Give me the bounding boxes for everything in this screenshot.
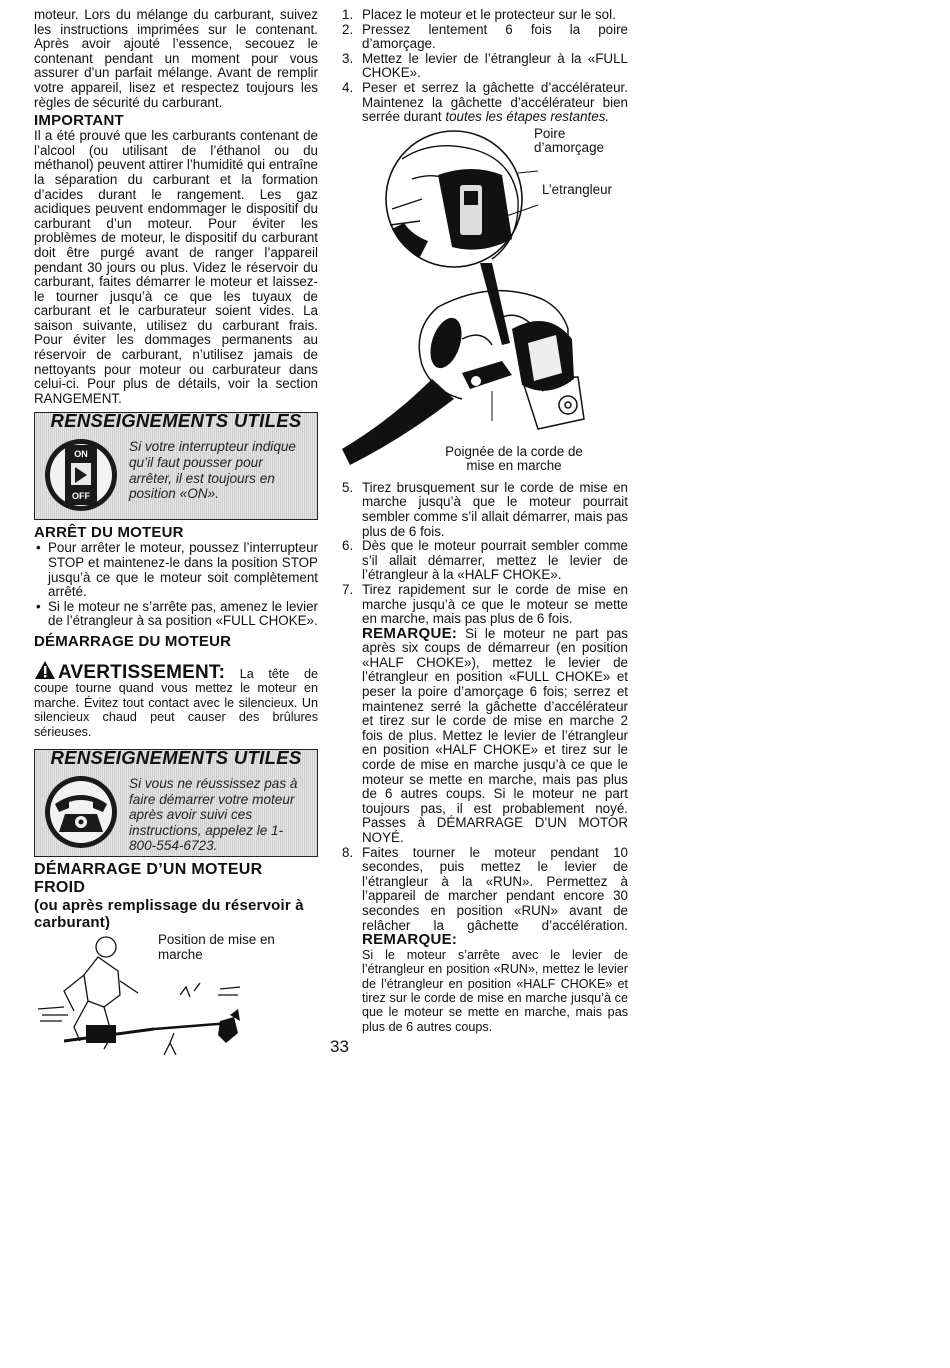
tip-box-text: Si votre interrupteur indique qu’il faut pousser pour arrêter, il est toujours en position «ON». xyxy=(129,439,296,502)
tip-box-switch xyxy=(34,412,318,520)
steps-list-a xyxy=(342,8,628,125)
tip-box-phone xyxy=(34,749,318,857)
warning-block xyxy=(34,660,318,739)
switch-on-label: ON xyxy=(74,449,88,460)
list-item xyxy=(342,81,628,125)
list-item xyxy=(342,23,628,52)
figure-caption: Position de mise en marche xyxy=(158,932,275,962)
starter-rope-label: Poignée de la corde de mise en marche xyxy=(445,443,583,474)
stop-heading: ARRÊT DU MOTEUR xyxy=(34,524,184,542)
step-number: 3. xyxy=(342,50,354,66)
step-emphasis: toutes les étapes restantes. xyxy=(445,109,610,125)
starting-position-figure xyxy=(34,931,318,1061)
page-number: 33 xyxy=(330,1037,349,1056)
tip-box-title: RENSEIGNEMENTS UTILES xyxy=(50,747,302,769)
list-item xyxy=(342,846,628,1035)
step-text: Pressez lentement 6 fois la poire d’amorçage. xyxy=(362,21,628,52)
telephone-icon xyxy=(43,774,119,850)
step-number: 8. xyxy=(342,844,354,860)
important-paragraph: Il a été prouvé que les carburants contenant de l’alcool (ou utilisant de l’éthanol ou du méthanol) peuvent attirer l’humidité qui entraîne la séparation du carburant et la formation d’acides durant le rangement. Les gaz acidiques peuvent endommager le dispositif du carburant d’un moteur. Pour éviter les problèmes de moteur, le dispositif du carburant doit être purgé avant de ranger l’appareil pendant 30 jours ou plus. Videz le réservoir du carburant, faites démarrer le moteur et laissez-le tourner jusqu’à ce que les tuyaux de carburant et le carburateur soient vides. La saison suivante, utilisez du carburant frais. Pour éviter les dommages permanents au réservoir de carburant, n’utilisez jamais de nettoyants pour moteur ou carburateur dans celui-ci. Pour plus de détails, voir la section RANGEMENT. xyxy=(34,128,318,406)
list-item xyxy=(342,539,628,583)
warning-title: AVERTISSEMENT: xyxy=(58,662,226,683)
remarque-text: Si le moteur s’arrête avec le levier de l’étrangleur en position «RUN», mettez le levier de l’étrangleur en position «HALF CHOKE» et tirez sur le corde de mise en marche jusqu’à ce que le moteur se mette en marche, mais pas plus de 6 autres coups. xyxy=(362,947,628,1034)
intro-paragraph: moteur. Lors du mélange du carburant, suivez les instructions imprimées sur le contenant. Après avoir ajouté l’essence, secouez le contenant pendant un moment pour vous assurer d’un parfait mélange. Avant de remplir votre appareil, lisez et respectez toujours les règles de sécurité du carburant. xyxy=(34,7,318,110)
list-item xyxy=(342,52,628,81)
remarque-label: REMARQUE: xyxy=(362,624,458,642)
step-number: 7. xyxy=(342,581,354,597)
list-item xyxy=(342,583,628,627)
remarque-text: Si le moteur ne part pas après six coups de démarreur (en position «HALF CHOKE»), mettez le levier de l’étrangleur en position «FULL CHOKE» et peser la poire d’amorçage 6 fois; serrez et maintenez serré la gâchette d’accélérateur et tirez sur le corde de mise en marche 2 fois de plus. Mettez le levier de l’étrangleur en position «HALF CHOKE» et tirez sur le corde de mise en marche jusqu’à ce que le moteur se mette en marche, mais pas plus de 6 autres coups. Si le moteur ne part toujours pas, il est probablement noyé. Passes à DÉMARRAGE D’UN MOTOR NOYÉ. xyxy=(362,625,628,845)
warning-text: La tête de coupe tourne quand vous mettez le moteur en marche. Évitez tout contact avec le silencieux. Un silencieux chaud peut causer des brûlures sérieuses. xyxy=(34,667,318,739)
primer-bulb-label: Poire d’amorçage xyxy=(534,125,604,156)
remarque-paragraph-1 xyxy=(342,624,628,846)
step-number: 4. xyxy=(342,79,354,95)
list-item: • Pour arrêter le moteur, poussez l’interrupteur STOP et maintenez-le dans la position STOP jusqu’à ce que le moteur soit complètement arrêté. xyxy=(34,541,318,599)
remarque-label: REMARQUE: xyxy=(362,931,458,949)
steps-list-b xyxy=(342,481,628,627)
choke-label: L’etrangleur xyxy=(542,181,612,197)
tip-box-title: RENSEIGNEMENTS UTILES xyxy=(50,410,302,432)
left-column xyxy=(34,8,318,1061)
step-text: Peser et serrez la gâchette d’accélérateur. Maintenez la gâchette d’accélérateur bien serrée durant xyxy=(362,79,628,125)
list-item xyxy=(342,8,628,23)
engine-controls-illustration xyxy=(342,125,628,473)
right-column xyxy=(342,8,628,1034)
trimmer-engine-figure xyxy=(342,125,628,474)
important-heading: IMPORTANT xyxy=(34,112,124,130)
on-off-switch-icon xyxy=(43,437,119,513)
step-number: 5. xyxy=(342,479,354,495)
start-heading: DÉMARRAGE DU MOTEUR xyxy=(34,633,232,650)
list-item xyxy=(342,481,628,539)
step-text: Placez le moteur et le protecteur sur le sol. xyxy=(362,7,616,22)
tip-box-text: Si vous ne réussissez pas à faire démarrer votre moteur après avoir suivi ces instructions, appelez le 1-800-554-6723. xyxy=(129,776,298,854)
stop-list xyxy=(34,541,318,629)
step-text: Faites tourner le moteur pendant 10 secondes, puis mettez le levier de l’étrangleur à la «RUN». Permettez à l’appareil de marcher pendant encore 30 secondes en position «RUN» avant de relâcher la gâchette d’accélération. xyxy=(362,844,628,933)
step-text: Mettez le levier de l’étrangleur à la «FULL CHOKE». xyxy=(362,50,628,81)
warning-triangle-icon xyxy=(34,660,56,680)
step-number: 2. xyxy=(342,21,354,37)
step-text: Tirez rapidement sur le corde de mise en marche jusqu’à ce que le moteur se mette en marche, mais pas plus de 6 fois. xyxy=(362,581,628,627)
cold-start-heading: DÉMARRAGE D’UN MOTEUR FROID xyxy=(34,861,263,897)
steps-list-c xyxy=(342,846,628,1035)
step-number: 1. xyxy=(342,7,354,22)
cold-start-subheading: (ou après remplissage du réservoir à carburant) xyxy=(34,897,304,932)
switch-off-label: OFF xyxy=(72,491,90,502)
step-text: Tirez brusquement sur le corde de mise en marche jusqu’à que le moteur pourrait sembler comme s’il allait démarrer, mais pas plus de 6 fois. xyxy=(362,479,628,539)
list-item: • Si le moteur ne s’arrête pas, amenez le levier de l’étrangleur à sa position «FULL CHOKE». xyxy=(34,600,318,629)
step-number: 6. xyxy=(342,538,354,554)
step-text: Dès que le moteur pourrait sembler comme s’il allait démarrer, mettez le levier de l’étrangleur à la «HALF CHOKE». xyxy=(362,538,628,583)
